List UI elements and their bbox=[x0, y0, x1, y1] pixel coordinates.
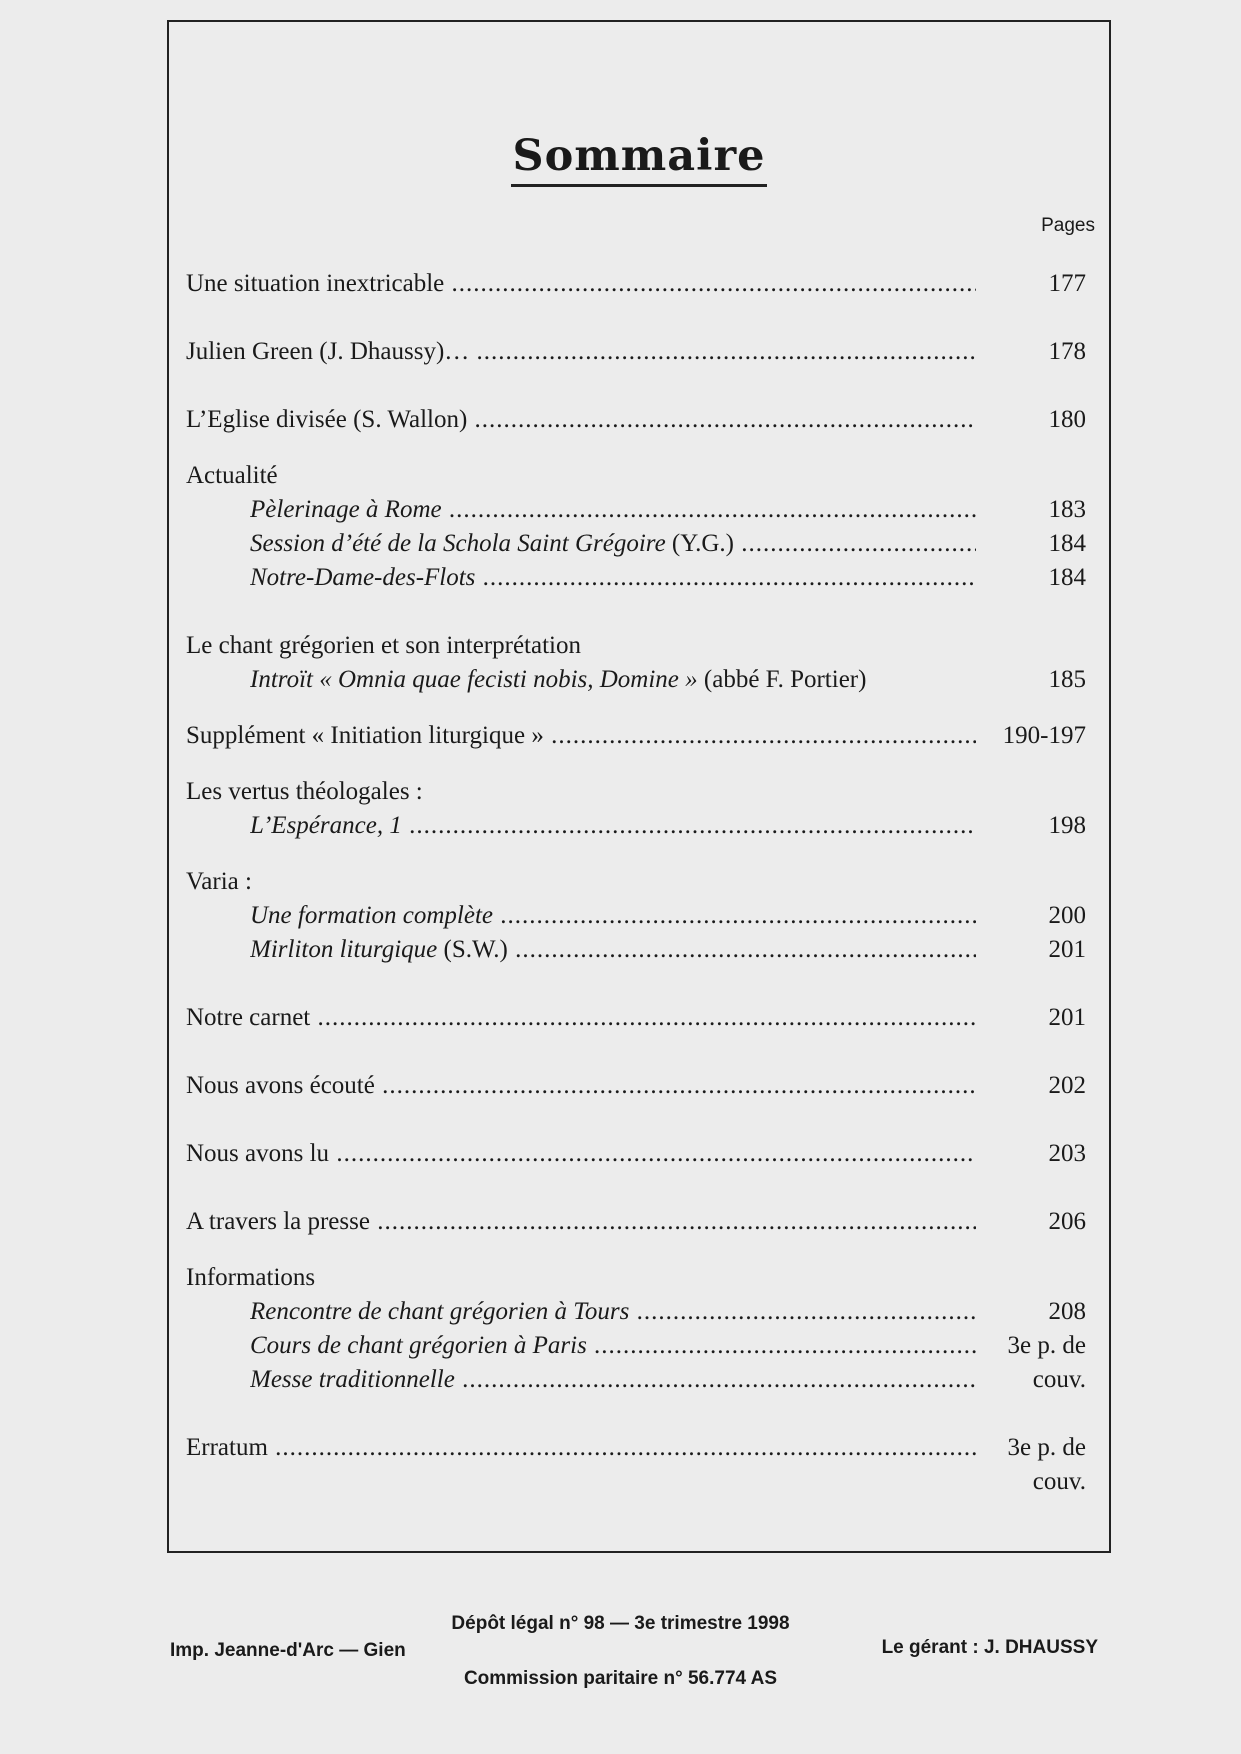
toc-page: 206 bbox=[1048, 1208, 1086, 1235]
toc-page: 202 bbox=[1048, 1072, 1086, 1099]
toc-page: 178 bbox=[1048, 338, 1086, 365]
toc-page: 185 bbox=[1048, 666, 1086, 693]
toc-page-continued: couv. bbox=[1032, 1468, 1086, 1495]
toc-section-heading: Actualité bbox=[186, 459, 1086, 493]
toc-page: 208 bbox=[1048, 1298, 1086, 1325]
footer-gerant: Le gérant : J. DHAUSSY bbox=[881, 1637, 1098, 1658]
toc-entry: Supplément « Initiation liturgique » ..... 190-197 bbox=[186, 719, 1086, 753]
toc-page: 190-197 bbox=[1002, 722, 1086, 749]
toc-section-heading: Le chant grégorien et son interprétation bbox=[186, 629, 1086, 663]
toc-page: 198 bbox=[1048, 812, 1086, 839]
toc-entry: Pèlerinage à Rome ..... 183 bbox=[186, 493, 1086, 527]
toc-entry: Mirliton liturgique (S.W.) ..... 201 bbox=[186, 933, 1086, 967]
pages-column-label: Pages bbox=[1041, 215, 1095, 236]
toc-page: 201 bbox=[1048, 1004, 1086, 1031]
toc-entry: L’Espérance, 1 ..... 198 bbox=[186, 809, 1086, 843]
toc-section-heading: Informations bbox=[186, 1261, 1086, 1295]
toc-entry: Julien Green (J. Dhaussy)… ..... 178 bbox=[186, 335, 1086, 369]
toc-entry: Session d’été de la Schola Saint Grégoire (Y.G.) ..... 184 bbox=[186, 527, 1086, 561]
toc-entry: Erratum ..... 3e p. de couv. bbox=[186, 1431, 1086, 1465]
toc-page: 184 bbox=[1048, 564, 1086, 591]
toc-entry: Nous avons écouté ..... 202 bbox=[186, 1069, 1086, 1103]
toc-page: 177 bbox=[1048, 270, 1086, 297]
footer-imprimeur: Imp. Jeanne-d'Arc — Gien bbox=[170, 1640, 406, 1661]
toc-page: 203 bbox=[1048, 1140, 1086, 1167]
toc-entry: A travers la presse ..... 206 bbox=[186, 1205, 1086, 1239]
toc-entry: Rencontre de chant grégorien à Tours ..... 208 bbox=[186, 1295, 1086, 1329]
toc-entry: Introït « Omnia quae fecisti nobis, Domine » (abbé F. Portier) 185 bbox=[186, 663, 1086, 697]
toc-page: 183 bbox=[1048, 496, 1086, 523]
toc-entry: L’Eglise divisée (S. Wallon) ..... 180 bbox=[186, 403, 1086, 437]
table-of-contents bbox=[186, 267, 1086, 1495]
toc-entry: Notre-Dame-des-Flots ..... 184 bbox=[186, 561, 1086, 595]
toc-entry: Notre carnet ..... 201 bbox=[186, 1001, 1086, 1035]
toc-page: 184 bbox=[1048, 530, 1086, 557]
toc-entry: Messe traditionnelle ..... couv. bbox=[186, 1363, 1086, 1397]
toc-section-heading: Les vertus théologales : bbox=[186, 775, 1086, 809]
toc-page: couv. bbox=[1032, 1366, 1086, 1393]
toc-entry: Une formation complète ..... 200 bbox=[186, 899, 1086, 933]
footer-commission: Commission paritaire n° 56.774 AS bbox=[463, 1668, 778, 1689]
toc-page: 180 bbox=[1048, 406, 1086, 433]
toc-page: 201 bbox=[1048, 936, 1086, 963]
toc-entry: Nous avons lu ..... 203 bbox=[186, 1137, 1086, 1171]
toc-section-heading: Varia : bbox=[186, 865, 1086, 899]
toc-entry: Cours de chant grégorien à Paris ..... 3e p. de bbox=[186, 1329, 1086, 1363]
toc-page: 3e p. de bbox=[1007, 1434, 1086, 1461]
toc-page: 3e p. de bbox=[1007, 1332, 1086, 1359]
sommaire-frame bbox=[167, 20, 1111, 1553]
toc-entry: Une situation inextricable ..... 177 bbox=[186, 267, 1086, 301]
toc-page: 200 bbox=[1048, 902, 1086, 929]
footer-depot-legal: Dépôt légal n° 98 — 3e trimestre 1998 bbox=[451, 1613, 790, 1634]
page-title: Sommaire bbox=[169, 135, 1109, 187]
